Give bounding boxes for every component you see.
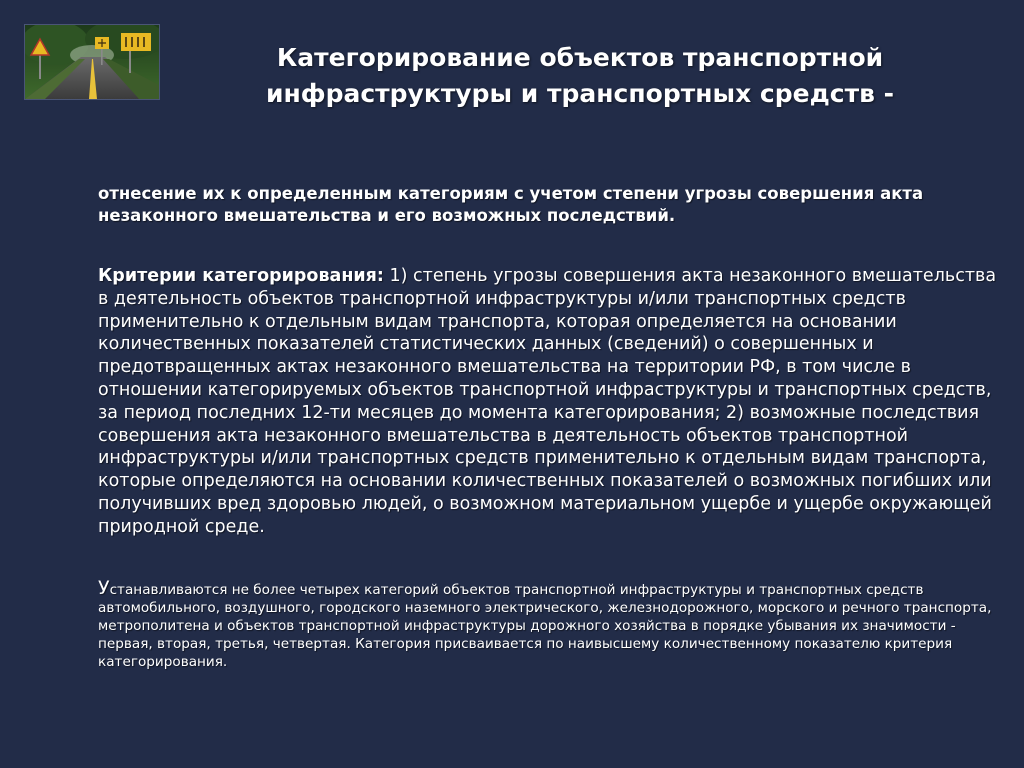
road-signs-illustration	[25, 25, 159, 99]
categories-note-paragraph	[98, 576, 998, 671]
definition-paragraph: отнесение их к определенным категориям с учетом степени угрозы совершения акта незаконного вмешательства и его возможных последствий.	[98, 184, 924, 225]
slide-body	[98, 183, 998, 671]
criteria-paragraph	[98, 265, 998, 539]
road-signs-image	[24, 24, 160, 100]
title-line-2: инфраструктуры и транспортных средств -	[265, 79, 894, 108]
note-initial-letter: У	[98, 576, 110, 599]
slide-title	[200, 40, 960, 112]
note-text: станавливаются не более четырех категорий объектов транспортной инфраструктуры и транспортных средств автомобильного, воздушного, городского наземного электрического, железнодорожного, морского и речного транспорта, метрополитена и объектов транспортной инфраструктуры дорожного хозяйства в порядке убывания их значимости - первая, вторая, третья, четвертая. Категория присваивается по наивысшему количественному показателю критерия категорирования.	[98, 581, 992, 670]
title-line-1: Категорирование объектов транспортной	[276, 43, 884, 72]
criteria-text: 1) степень угрозы совершения акта незаконного вмешательства в деятельность объектов транспортной инфраструктуры и/или транспортных средств применительно к отдельным видам транспорта, которая определяется на основании количественных показателей статистических данных (сведений) о совершенных и предотвращенных актах незаконного вмешательства на территории РФ, в том числе в отношении категорируемых объектов транспортной инфраструктуры и транспортных средств, за период последних 12-ти месяцев до момента категорирования; 2) возможные последствия совершения акта незаконного вмешательства в деятельность объектов транспортной инфраструктуры и/или транспортных средств применительно к отдельным видам транспорта, которые определяются на основании количественных показателей о возможных погибших или получивших вред здоровью людей, о возможном материальном ущербе и ущербе окружающей природной среде.	[98, 266, 997, 537]
criteria-label: Критерии категорирования:	[98, 266, 384, 286]
